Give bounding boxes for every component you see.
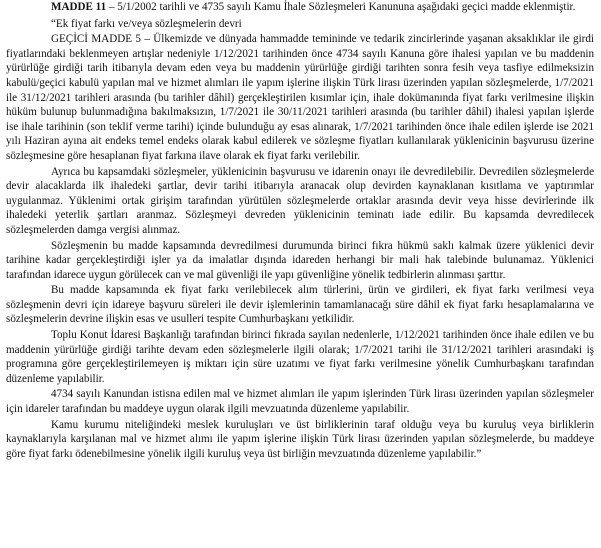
quoted-heading: “Ek fiyat farkı ve/veya sözleşmelerin devri (51, 17, 242, 30)
transfer-rights-paragraph: Sözleşmenin bu madde kapsamında devredilmesi durumunda birinci fıkra hükmü saklı kalmak üzere yüklenici devir tarihine kadar gerçekleştirdiği işler ya da imalatlar dışında idareden herhangi bir mali hak talebinde bulunamaz. Yüklenici tarafından idarece uygun görülecek can ve mal güvenliği ile yapı güvenliğine yönelik tedbirlerin alınması şarttır. (6, 239, 594, 281)
provisional-article-paragraph (6, 32, 594, 163)
exempt-procurement-paragraph: 4734 sayılı Kanundan istisna edilen mal ve hizmet alımları ile yapım işlerinden Türk lirası üzerinden yapılan sözleşmeler için idareler tarafından bu maddeye uygun olarak ilgili mevzuatında düzenleme yapılabilir. (6, 388, 594, 416)
article-intro: – 5/1/2002 tarihli ve 4735 sayılı Kamu İhale Sözleşmeleri Kanununa aşağıdaki geçici madde eklenmiştir. (106, 1, 576, 13)
article-intro-paragraph (6, 0, 594, 15)
article-title: MADDE 11 (51, 1, 107, 13)
presidential-authority-paragraph: Bu madde kapsamında ek fiyat farkı verilebilecek alım türlerini, ürün ve girdileri, ek fiyat farkı verilmesi veya sözleşmenin devri için idareye başvuru süreleri ile devir işlemlerinin tamamlanacağı süre dâhil ek fiyat farkı hesaplamalarına ve sözleşmelerin devrine ilişkin esas ve usulleri tespite Cumhurbaşkanı yetkilidir. (6, 284, 594, 326)
provisional-article-body: – Ülkemizde ve dünyada hammadde temininde ve tedarik zincirlerinde yaşanan aksaklıklar ile girdi fiyatlarındaki beklenmeyen artışlar nedeniyle 1/12/2021 tarihinden önce 4734 sayılı Kanuna göre ihalesi yapılan ve bu maddenin yürürlüğe girdiği tarih itibarıyla devam eden veya bu maddenin yürürlüğe girdiği tarihten sonra fesih veya tasfiye edilmeksizin kabulü/geçici kabulü yapılan mal ve hizmet alımları ile yapım işlerine ilişkin Türk lirası üzerinden yapılan sözleşmelerde, 1/7/2021 ile 31/12/2021 tarihleri arasında (bu tarihler dâhil) gerçekleştirilen kısımlar için, ihale dokümanında fiyat farkı verilmesine ilişkin hüküm bulunup bulunmadığına bakılmaksızın, 1/7/2021 ile 30/11/2021 tarihleri arasında (bu tarihler dâhil) ihalesi yapılan işlerde ise ihale tarihinin (son teklif verme tarihi) içinde bulunduğu ay esas alınarak, 1/7/2021 tarihinden önce ihale edilen işlerde ise 2021 yılı Haziran ayına ait endeks temel endeks olarak kabul edilerek ve sözleşme fiyatları kullanılarak yüklenicinin başvurusu üzerine sözleşmesine göre hesaplanan fiyat farkına ilave olarak ek fiyat farkı verilebilir. (6, 33, 594, 162)
provisional-article-title: GEÇİCİ MADDE 5 (51, 33, 141, 46)
transfer-paragraph: Ayrıca bu kapsamdaki sözleşmeler, yüklenicinin başvurusu ve idarenin onayı ile devredilebilir. Devredilen sözleşmelerde devir alacaklarda ilk ihaledeki şartlar, devir tarihi itibarıyla aranacak olup devirden kaynaklanan kısıtlama ve yaptırımlar uygulanmaz. Yüklenimi ortak girişim tarafından yürütülen sözleşmelerde ortaklar arasında devir veya hisse devirlerinde ilk ihaledeki yeterlik şartları aranmaz. Sözleşmeyi devreden yüklenicinin teminatı iade edilir. Bu kapsamda devredilecek sözleşmelerden damga vergisi alınmaz. (6, 165, 594, 236)
legal-document (6, 0, 594, 462)
toki-paragraph: Toplu Konut İdaresi Başkanlığı tarafından birinci fıkrada sayılan nedenlerle, 1/12/2021 tarihinden önce ihale edilen ve bu maddenin yürürlüğe girdiği tarihte devam eden sözleşmelerle ilgili olarak; 1/7/2021 tarihi ile 31/12/2021 tarihleri arasındaki iş programına göre gerçekleştirilemeyen iş miktarı için süre uzatımı ve fiyat farkı verilmesine yönelik Cumhurbaşkanı tarafından düzenleme yapılabilir. (6, 329, 594, 385)
professional-bodies-paragraph: Kamu kurumu niteliğindeki meslek kuruluşları ve üst birliklerinin taraf olduğu veya bu kuruluş veya birliklerin kaynaklarıyla karşılanan mal ve hizmet alımı ile yapım işlerine ilişkin Türk lirası üzerinden yapılan sözleşmelerde, bu maddeye göre fiyat farkı ödenebilmesine yönelik ilgili kuruluş veya üst birliğin mevzuatında düzenleme yapılabilir.” (6, 418, 594, 460)
